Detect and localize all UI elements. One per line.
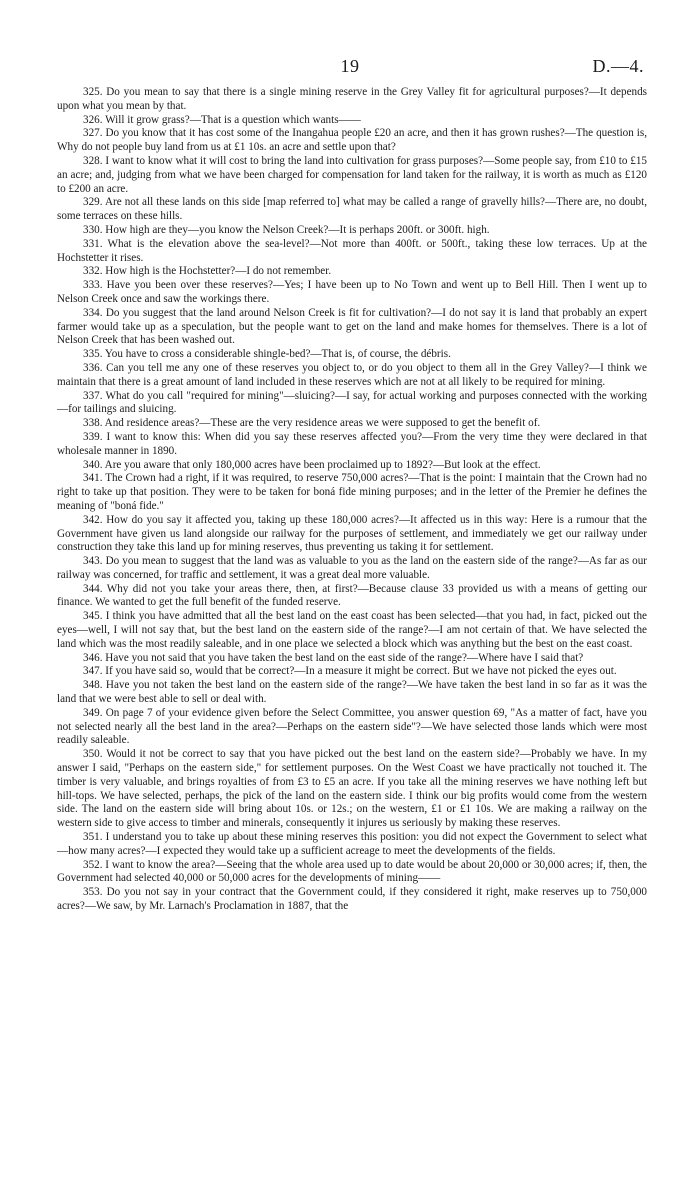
question-352: 352. I want to know the area?—Seeing that the whole area used up to date would be about 20,000 or 30,000 acres; if, then, the Government had selected 40,000 or 50,000 acres for the developments of mining—— [57, 858, 647, 885]
question-349: 349. On page 7 of your evidence given before the Select Committee, you answer question 69, "As a matter of fact, have you not selected nearly all the best land in the area?—Perhaps on the eastern side"?—We have selected those lands which were most readily saleable. [57, 706, 647, 747]
question-329: 329. Are not all these lands on this side [map referred to] what may be called a range of gravelly hills?—There are, no doubt, some terraces on these hills. [57, 196, 647, 223]
question-326: 326. Will it grow grass?—That is a question which wants—— [83, 113, 361, 126]
question-330: 330. How high are they—you know the Nelson Creek?—It is perhaps 200ft. or 300ft. high. [83, 223, 490, 236]
question-343: 343. Do you mean to suggest that the land was as valuable to you as the land on the eastern side of the range?—As far as our railway was concerned, for traffic and settlement, it was a great deal more valuable. [57, 555, 647, 581]
question-342: 342. How do you say it affected you, taking up these 180,000 acres?—It affected us in this way: Here is a rumour that the Government have given us land alongside our railway for the purposes of settlement, and immediately we get our railway under construction they take this land up for mining reserves, thus preventing us taking it for settlement. [57, 513, 647, 554]
question-332: 332. How high is the Hochstetter?—I do not remember. [83, 265, 332, 278]
question-344: 344. Why did not you take your areas there, then, at first?—Because clause 33 provided us with a means of getting our finance. We wanted to get the full benefit of the funded reserve. [57, 582, 647, 609]
question-328: 328. I want to know what it will cost to bring the land into cultivation for grass purposes?—Some people say, from £10 to £15 an acre; and, judging from what we have been charged for compensation for land taken for the railway, it is worth as much as £120 to £200 an acre. [57, 154, 647, 195]
question-339: 339. I want to know this: When did you say these reserves affected you?—From the very time they were declared in that wholesale manner in 1890. [57, 430, 647, 457]
question-346: 346. Have you not said that you have taken the best land on the east side of the range?—Where have I said that? [83, 651, 584, 664]
question-348: 348. Have you not taken the best land on the eastern side of the range?—We have taken the best land in so far as it was the land that we were best able to sell or deal with. [57, 679, 647, 706]
page-number: 19 [340, 56, 360, 76]
question-331: 331. What is the elevation above the sea-level?—Not more than 400ft. or 500ft., taking these low terraces. Up at the Hochstetter it rises. [57, 237, 647, 264]
question-336: 336. Can you tell me any one of these reserves you object to, or do you object to them all in the Grey Valley?—I think we maintain that there is a great amount of land included in these reserves which are not at all likely to be required for mining. [57, 361, 647, 388]
question-351: 351. I understand you to take up about these mining reserves this position: you did not expect the Government to select what—how many acres?—I expected they would take up a sufficient acreage to meet the developments of the fields. [57, 831, 647, 857]
question-341: 341. The Crown had a right, if it was required, to reserve 750,000 acres?—That is the point: I maintain that the Crown had no right to take up that position. They were to be taken for boná fide mining purposes; and in the letter of the Premier he defines the meaning of "boná fide." [57, 472, 647, 512]
question-334: 334. Do you suggest that the land around Nelson Creek is fit for cultivation?—I do not say it is land that probably an expert farmer would take up as a speculation, but the people want to get on the land and make homes for themselves. There is a lot of Nelson Creek that has been washed out. [57, 306, 647, 347]
evidence-body [57, 86, 647, 914]
question-345: 345. I think you have admitted that all the best land on the east coast has been selected—that you had, in fact, picked out the eyes—well, I will not say that, but the best land on the eastern side of the range?—I am not certain of that. We have selected the land which was the most readily saleable, and in one place we selected a block which was anything but the best on the east coast. [57, 610, 647, 650]
question-337: 337. What do you call "required for mining"—sluicing?—I say, for actual working and purposes connected with the working—for tailings and sluicing. [57, 389, 647, 416]
question-350: 350. Would it not be correct to say that you have picked out the best land on the eastern side?—Probably we have. In my answer I said, "Perhaps on the eastern side," for settlement purposes. On the West Coast we have practically not touched it. The timber is very valuable, and brings royalties of from £3 to £5 an acre. If you take all the mining reserves we have nothing left but hill-tops. We have selected, perhaps, the pick of the land on the eastern side. I think our big profits would come from the western side. The land on the eastern side will bring about 10s. or 12s.; on the western, £1 or £1 10s. We are making a railway on the western side to give access to timber and minerals, consequently it injures us seriously by making these reserves. [57, 748, 647, 830]
question-325: 325. Do you mean to say that there is a single mining reserve in the Grey Valley fit for agricultural purposes?—It depends upon what you mean by that. [57, 86, 647, 112]
question-333: 333. Have you been over these reserves?—Yes; I have been up to No Town and went up to Bell Hill. Then I went up to Nelson Creek once and saw the workings there. [57, 279, 647, 305]
question-353: 353. Do you not say in your contract that the Government could, if they considered it right, make reserves up to 750,000 acres?—We saw, by Mr. Larnach's Proclamation in 1887, that the [57, 886, 647, 913]
question-340: 340. Are you aware that only 180,000 acres have been proclaimed up to 1892?—But look at the effect. [83, 458, 541, 471]
question-327: 327. Do you know that it has cost some of the Inangahua people £20 an acre, and then it has grown rushes?—The question is, Why do not people buy land from us at £1 10s. an acre and settle upon that? [57, 127, 647, 154]
question-347: 347. If you have said so, would that be correct?—In a measure it might be correct. But we have not picked the eyes out. [83, 665, 617, 678]
question-338: 338. And residence areas?—These are the very residence areas we were supposed to get the benefit of. [83, 417, 541, 430]
question-335: 335. You have to cross a considerable shingle-bed?—That is, of course, the débris. [83, 348, 451, 361]
document-reference: D.—4. [592, 56, 644, 76]
